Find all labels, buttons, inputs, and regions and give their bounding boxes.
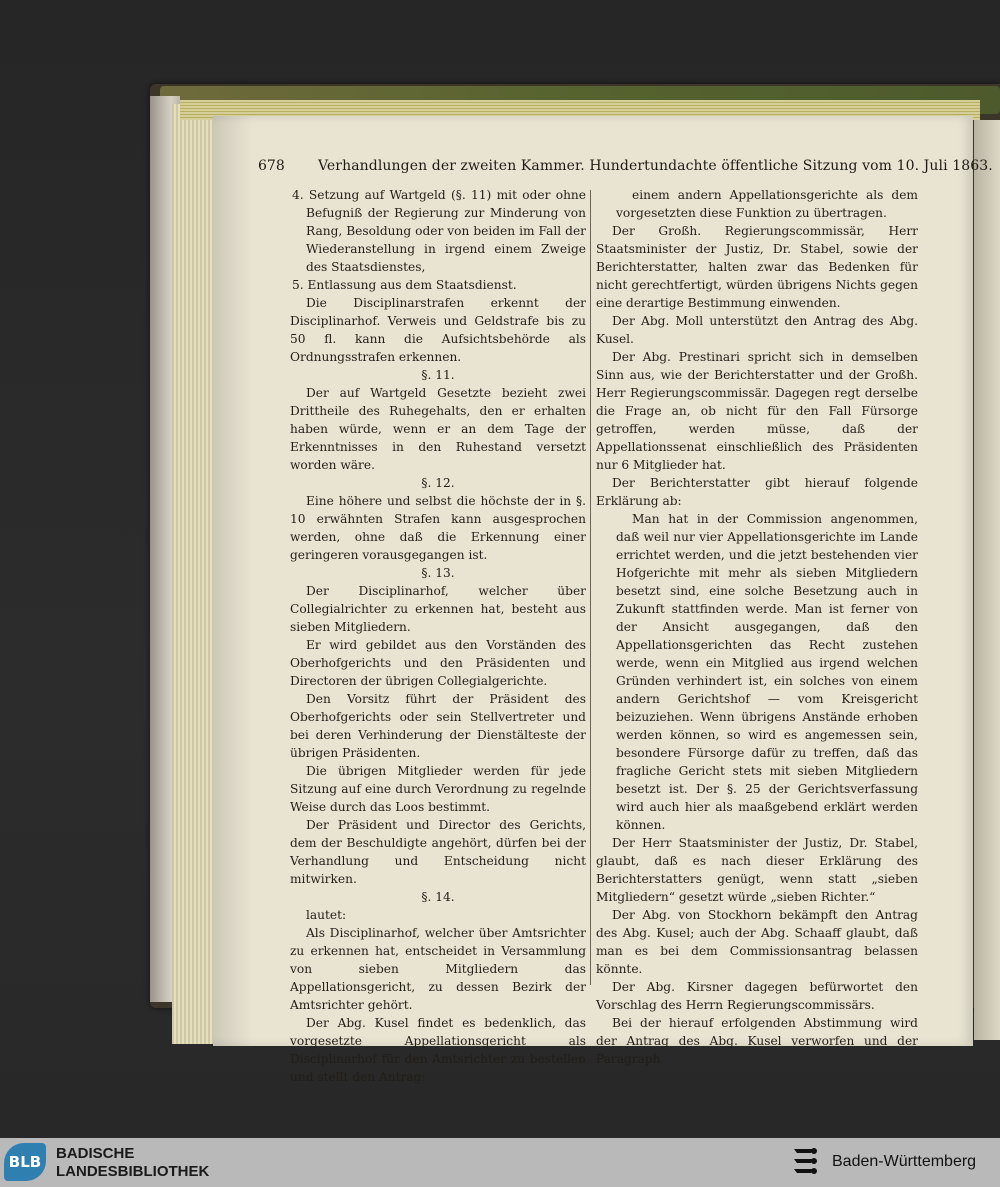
- paragraph: Eine höhere und selbst die höchste der in §. 10 erwähnten Strafen kann ausgesprochen werden, ohne daß die Erkennung einer geringeren vorausgegangen ist.: [290, 494, 586, 562]
- paragraph: Die übrigen Mitglieder werden für jede Sitzung auf eine durch Verordnung zu regelnde Weise durch das Loos bestimmt.: [290, 764, 586, 814]
- section-heading: §. 11.: [421, 368, 455, 382]
- paragraph: Der Abg. von Stockhorn bekämpft den Antrag des Abg. Kusel; auch der Abg. Schaaff glaubt, daß man es bei dem Commissionsantrag belassen könnte.: [596, 908, 918, 976]
- paragraph: einem andern Appellationsgerichte als dem vorgesetzten diese Funktion zu übertragen.: [616, 188, 918, 220]
- section-heading: §. 13.: [421, 566, 455, 580]
- paragraph: 4. Setzung auf Wartgeld (§. 11) mit oder ohne Befugniß der Regierung zur Minderung von Rang, Besoldung oder von beiden im Fall der Wiederanstellung in irgend einem Zweige des Staatsdienstes,: [292, 188, 586, 274]
- paragraph: Man hat in der Commission angenommen, daß weil nur vier Appellationsgerichte im Lande errichtet werden, und die jetzt bestehenden vier Hofgerichte mit mehr als sieben Mitgliedern besetzt sind, eine solche Besetzung auch in Zukunft stattfinden werde. Man ist ferner von der Ansicht ausgegangen, daß den Appellationsgerichten das Recht zustehen werde, wenn ein Mitglied aus irgend welchen Gründen verhindert ist, ein solches von einem andern Gerichtshof — vom Kreisgericht beizuziehen. Wenn übrigens Anstände erhoben werden können, so wird es angemessen sein, besondere Fürsorge dafür zu treffen, daß das fragliche Gericht stets mit sieben Mitgliedern besetzt ist. Der §. 25 der Gerichtsverfassung wird auch hier als maaßgebend erklärt werden können.: [616, 512, 918, 832]
- paragraph: Der Präsident und Director des Gerichts, dem der Beschuldigte angehört, dürfen bei der Verhandlung und Entscheidung nicht mitwirken.: [290, 818, 586, 886]
- library-name-line2: LANDESBIBLIOTHEK: [56, 1163, 210, 1180]
- running-header: [258, 158, 993, 180]
- paragraph: Die Disciplinarstrafen erkennt der Disciplinarhof. Verweis und Geldstrafe bis zu 50 fl. kann die Aufsichtsbehörde als Ordnungsstrafen erkennen.: [290, 296, 586, 364]
- library-name: [56, 1145, 209, 1181]
- paragraph: Der Abg. Kirsner dagegen befürwortet den Vorschlag des Herrn Regierungscommissärs.: [596, 980, 918, 1012]
- state-name: Baden-Württemberg: [832, 1153, 977, 1170]
- paragraph: 5. Entlassung aus dem Staatsdienst.: [292, 278, 517, 292]
- page-stack: [172, 104, 217, 1044]
- paragraph: Als Disciplinarhof, welcher über Amtsrichter zu erkennen hat, entscheidet in Versammlung von sieben Mitgliedern das Appellationsgericht, zu dessen Bezirk der Amtsrichter gehört.: [290, 926, 586, 1012]
- blb-logo: BLB: [4, 1143, 46, 1181]
- paragraph: Der auf Wartgeld Gesetzte bezieht zwei Drittheile des Ruhegehalts, den er erhalten haben würde, wenn er an dem Tage der Erkenntnisses in den Ruhestand versetzt worden wäre.: [290, 386, 586, 472]
- paragraph: Er wird gebildet aus den Vorständen des Oberhofgerichts und den Präsidenten und Directoren der übrigen Collegialgerichte.: [290, 638, 586, 688]
- baden-wuerttemberg-lions-icon: [792, 1145, 820, 1179]
- paragraph: Der Herr Staatsminister der Justiz, Dr. Stabel, glaubt, daß es nach dieser Erklärung des Berichterstatters genügt, wenn statt „sieben Mitgliedern“ gesetzt würde „sieben Richter.“: [596, 836, 918, 904]
- section-heading: §. 12.: [421, 476, 455, 490]
- paragraph: Bei der hierauf erfolgenden Abstimmung wird der Antrag des Abg. Kusel verworfen und der Paragraph: [596, 1016, 918, 1066]
- paragraph: Der Berichterstatter gibt hierauf folgende Erklärung ab:: [596, 476, 918, 508]
- library-name-line1: BADISCHE: [56, 1145, 135, 1162]
- paragraph: Den Vorsitz führt der Präsident des Oberhofgerichts oder sein Stellvertreter und bei deren Verhinderung der Dienstälteste der übrigen Präsidenten.: [290, 692, 586, 760]
- header-title: Verhandlungen der zweiten Kammer. Hundertundachte öffentliche Sitzung vom 10. Juli 1863.: [318, 158, 993, 174]
- column-divider: [590, 190, 591, 985]
- left-text-column: [290, 186, 586, 1086]
- paragraph: Der Abg. Moll unterstützt den Antrag des Abg. Kusel.: [596, 314, 918, 346]
- paragraph: Der Disciplinarhof, welcher über Collegialrichter zu erkennen hat, besteht aus sieben Mitgliedern.: [290, 584, 586, 634]
- right-text-column: [596, 186, 918, 1068]
- facing-page-edge: [974, 120, 1000, 1040]
- paragraph: Der Abg. Kusel findet es bedenklich, das vorgesetzte Appellationsgericht als Disciplinarhof für den Amtsrichter zu bestellen und stellt den Antrag:: [290, 1016, 586, 1084]
- section-heading: §. 14.: [421, 890, 455, 904]
- paragraph: lautet:: [306, 908, 347, 922]
- page-number: 678: [258, 158, 285, 174]
- paragraph: Der Abg. Prestinari spricht sich in demselben Sinn aus, wie der Berichterstatter und der Großh. Herr Regierungscommissär. Dagegen regt derselbe die Frage an, ob nicht für den Fall Fürsorge getroffen, werden müsse, daß der Appellationssenat einschließlich des Präsidenten nur 6 Mitglieder hat.: [596, 350, 918, 472]
- paragraph: Der Großh. Regierungscommissär, Herr Staatsminister der Justiz, Dr. Stabel, sowie der Berichterstatter, halten zwar das Bedenken für nicht gerechtfertigt, würden übrigens Nichts gegen eine derartige Bestimmung einwenden.: [596, 224, 918, 310]
- gutter-shadow: [213, 116, 253, 1046]
